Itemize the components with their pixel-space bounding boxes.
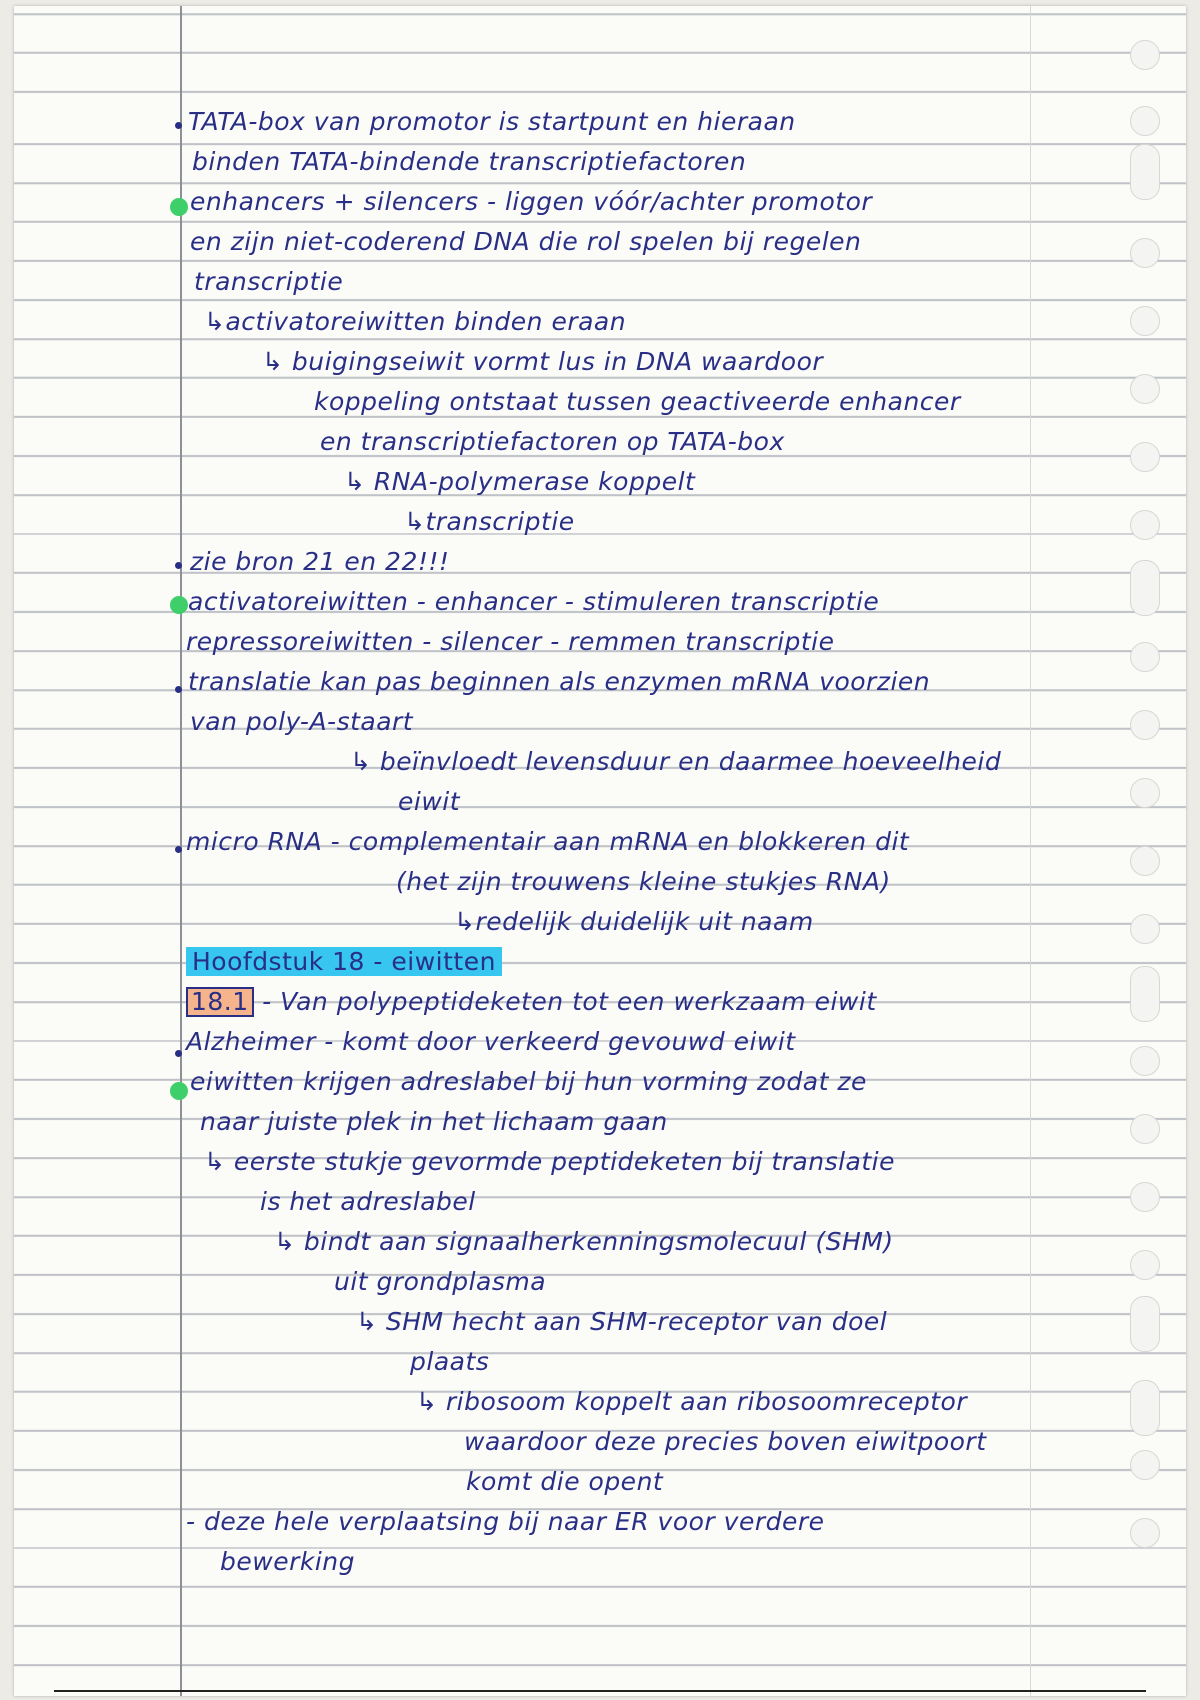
bullet-dot: [175, 122, 182, 129]
note-line: ↳activatoreiwitten binden eraan: [204, 307, 627, 336]
punch-hole: [1130, 1450, 1160, 1480]
note-line: en zijn niet-coderend DNA die rol spelen bij regelen: [190, 227, 862, 256]
note-line: waardoor deze precies boven eiwitpoort: [464, 1427, 987, 1456]
punch-hole: [1130, 560, 1160, 616]
note-line: transcriptie: [194, 267, 344, 296]
note-line: komt die opent: [466, 1467, 664, 1496]
green-bullet-dot: [170, 198, 188, 216]
punch-hole: [1130, 1046, 1160, 1076]
note-line: (het zijn trouwens kleine stukjes RNA): [396, 867, 891, 896]
note-line: enhancers + silencers - liggen vóór/achter promotor: [190, 187, 873, 216]
bottom-rule: [54, 1690, 1146, 1692]
punch-hole: [1130, 1518, 1160, 1548]
note-line: ↳ RNA-polymerase koppelt: [344, 467, 696, 496]
note-line: activatoreiwitten - enhancer - stimuleren transcriptie: [188, 587, 880, 616]
punch-hole: [1130, 306, 1160, 336]
bullet-dot: [175, 846, 182, 853]
notebook-page: [14, 6, 1186, 1696]
note-line: ↳ ribosoom koppelt aan ribosoomreceptor: [416, 1387, 968, 1416]
punch-hole: [1130, 238, 1160, 268]
note-line: naar juiste plek in het lichaam gaan: [200, 1107, 668, 1136]
note-line: Alzheimer - komt door verkeerd gevouwd eiwit: [186, 1027, 796, 1056]
note-line: binden TATA-bindende transcriptiefactoren: [192, 147, 747, 176]
punch-hole: [1130, 106, 1160, 136]
chapter-heading-highlight: Hoofdstuk 18 - eiwitten: [186, 947, 502, 976]
note-line: van poly-A-staart: [190, 707, 414, 736]
note-line: plaats: [410, 1347, 490, 1376]
punch-hole: [1130, 510, 1160, 540]
note-line: en transcriptiefactoren op TATA-box: [320, 427, 785, 456]
punch-hole: [1130, 710, 1160, 740]
note-line: repressoreiwitten - silencer - remmen transcriptie: [186, 627, 835, 656]
bullet-dot: [175, 1050, 182, 1057]
note-line: ↳ beïnvloedt levensduur en daarmee hoeveelheid: [350, 747, 1002, 776]
note-line: eiwit: [398, 787, 461, 816]
note-line: micro RNA - complementair aan mRNA en blokkeren dit: [186, 827, 910, 856]
note-line: bewerking: [220, 1547, 355, 1576]
bullet-dot: [175, 562, 182, 569]
green-bullet-dot: [170, 1082, 188, 1100]
note-line: translatie kan pas beginnen als enzymen mRNA voorzien: [188, 667, 931, 696]
bleed-through-line: [1030, 6, 1031, 1696]
green-bullet-dot: [170, 596, 188, 614]
note-line: uit grondplasma: [334, 1267, 547, 1296]
punch-hole: [1130, 442, 1160, 472]
note-line: TATA-box van promotor is startpunt en hieraan: [188, 107, 796, 136]
punch-hole: [1130, 1296, 1160, 1352]
punch-hole: [1130, 40, 1160, 70]
section-number-box: 18.1: [186, 987, 254, 1017]
punch-hole: [1130, 778, 1160, 808]
note-line: ↳ bindt aan signaalherkenningsmolecuul (SHM): [274, 1227, 894, 1256]
note-line: koppeling ontstaat tussen geactiveerde enhancer: [314, 387, 961, 416]
note-line: is het adreslabel: [260, 1187, 476, 1216]
note-line: zie bron 21 en 22!!!: [190, 547, 450, 576]
note-line: eiwitten krijgen adreslabel bij hun vorming zodat ze: [190, 1067, 867, 1096]
punch-hole: [1130, 1182, 1160, 1212]
note-line: ↳ buigingseiwit vormt lus in DNA waardoor: [262, 347, 824, 376]
note-line: - deze hele verplaatsing bij naar ER voor verdere: [186, 1507, 825, 1536]
section-title: - Van polypeptideketen tot een werkzaam eiwit: [262, 987, 877, 1016]
note-line: ↳transcriptie: [404, 507, 575, 536]
punch-hole: [1130, 1250, 1160, 1280]
punch-hole: [1130, 1380, 1160, 1436]
bullet-dot: [175, 686, 182, 693]
note-line: ↳ eerste stukje gevormde peptideketen bij translatie: [204, 1147, 896, 1176]
punch-hole: [1130, 642, 1160, 672]
punch-hole: [1130, 1114, 1160, 1144]
punch-hole: [1130, 144, 1160, 200]
chapter-heading: [186, 946, 502, 978]
punch-hole: [1130, 846, 1160, 876]
punch-hole: [1130, 966, 1160, 1022]
punch-hole: [1130, 914, 1160, 944]
note-line: ↳redelijk duidelijk uit naam: [454, 907, 814, 936]
note-line: ↳ SHM hecht aan SHM-receptor van doel: [356, 1307, 888, 1336]
section-line: [186, 986, 877, 1018]
punch-hole: [1130, 374, 1160, 404]
